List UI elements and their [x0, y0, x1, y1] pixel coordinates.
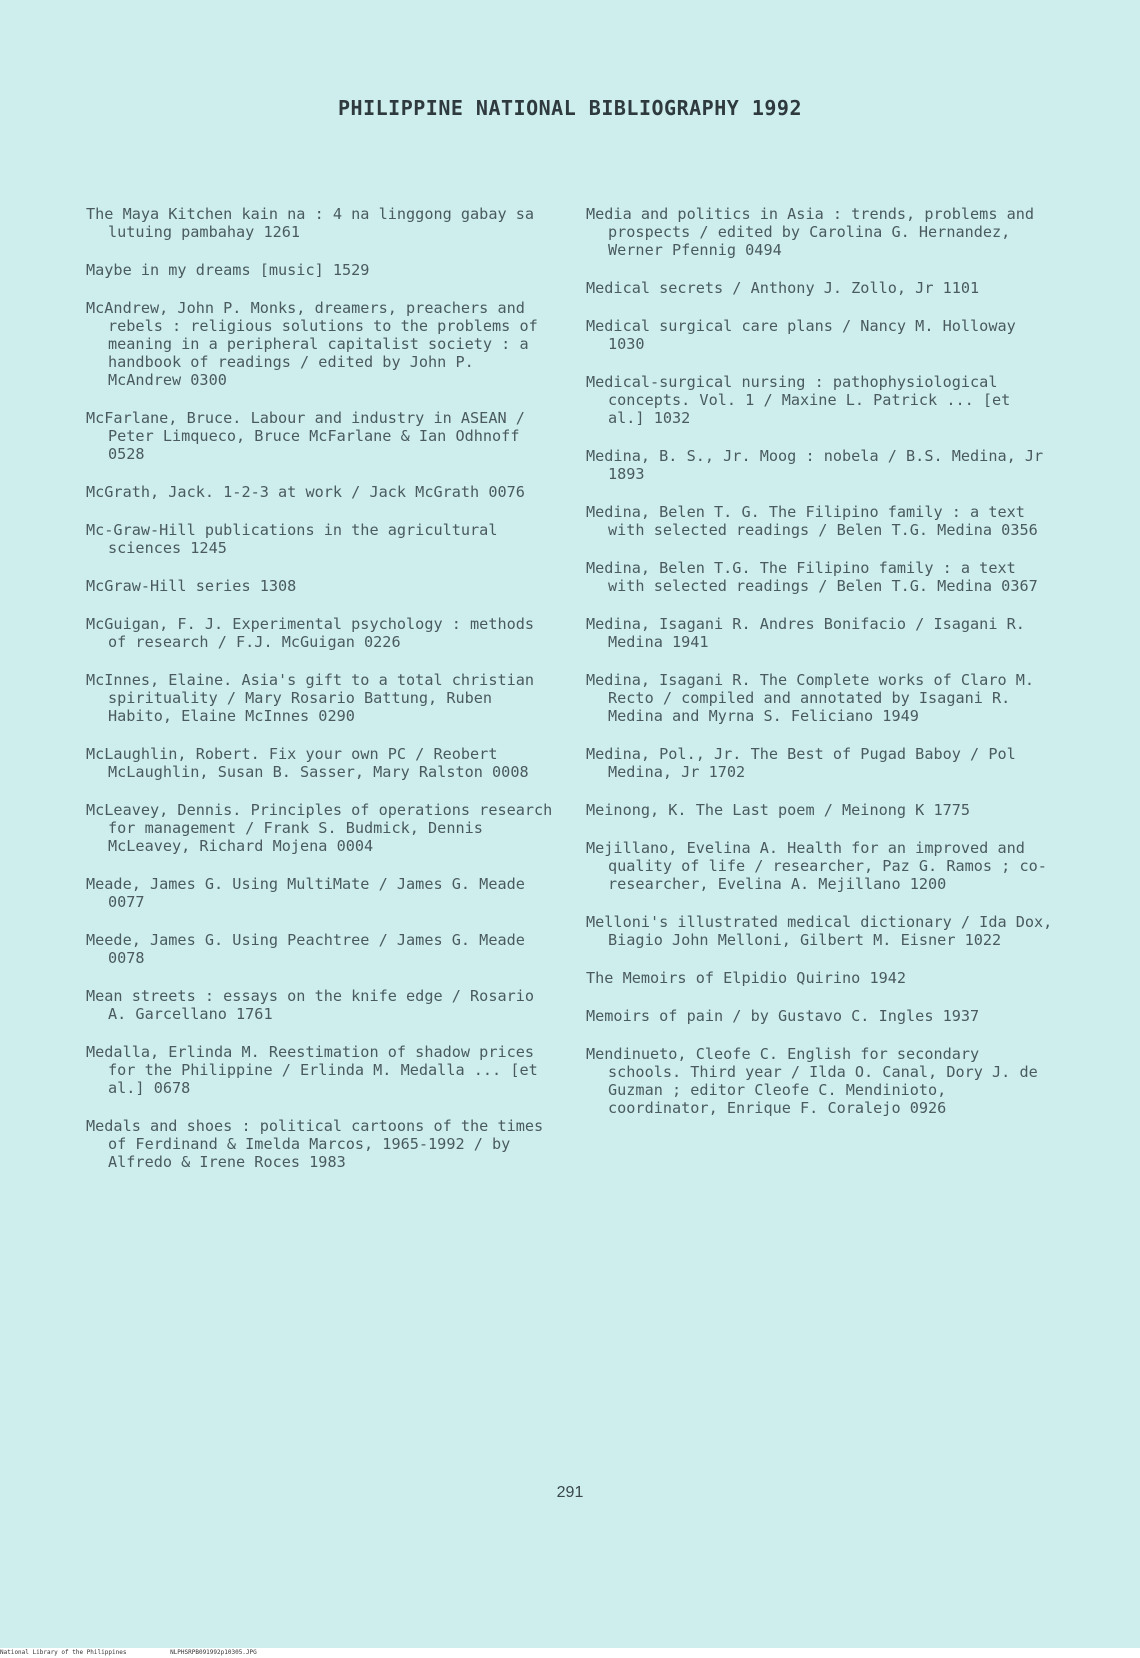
bibliography-entry: McGuigan, F. J. Experimental psychology : methods of research / F.J. McGuigan 0226	[86, 615, 535, 651]
bibliography-entry: Medical-surgical nursing : pathophysiological concepts. Vol. 1 / Maxine L. Patrick ... [et al.] 1032	[586, 373, 1011, 427]
bibliography-entry: Medina, B. S., Jr. Moog : nobela / B.S. Medina, Jr 1893	[586, 447, 1044, 483]
page-title: PHILIPPINE NATIONAL BIBLIOGRAPHY 1992	[337, 96, 803, 120]
bibliography-entry: Medalla, Erlinda M. Reestimation of shadow prices for the Philippine / Erlinda M. Medalla ... [et al.] 0678	[86, 1043, 538, 1097]
bibliography-entry: Meade, James G. Using MultiMate / James G. Meade 0077	[86, 875, 525, 911]
bibliography-entry: McLaughlin, Robert. Fix your own PC / Reobert McLaughlin, Susan B. Sasser, Mary Ralston 0008	[86, 745, 529, 781]
page-number: 291	[556, 1484, 584, 1501]
bibliography-entry: McAndrew, John P. Monks, dreamers, preachers and rebels : religious solutions to the problems of meaning in a peripheral capitalist society : a handbook of readings / edited by John P. McAndrew 0300	[86, 299, 538, 389]
bibliography-entry: McGrath, Jack. 1-2-3 at work / Jack McGrath 0076	[86, 483, 525, 501]
bibliography-entry: Medina, Pol., Jr. The Best of Pugad Baboy / Pol Medina, Jr 1702	[586, 745, 1016, 781]
bibliography-entry: McInnes, Elaine. Asia's gift to a total christian spirituality / Mary Rosario Battung, Ruben Habito, Elaine McInnes 0290	[86, 671, 535, 725]
bibliography-entry: McLeavey, Dennis. Principles of operations research for management / Frank S. Budmick, Dennis McLeavey, Richard Mojena 0004	[86, 801, 553, 855]
right-column	[586, 205, 1056, 1137]
bibliography-entry: Media and politics in Asia : trends, problems and prospects / edited by Carolina G. Hernandez, Werner Pfennig 0494	[586, 205, 1035, 259]
bibliography-entry: Memoirs of pain / by Gustavo C. Ingles 1937	[586, 1007, 980, 1025]
bibliography-entry: Medina, Isagani R. Andres Bonifacio / Isagani R. Medina 1941	[586, 615, 1025, 651]
bibliography-entry: The Maya Kitchen kain na : 4 na linggong gabay sa lutuing pambahay 1261	[86, 205, 535, 241]
bibliography-entry: Melloni's illustrated medical dictionary / Ida Dox, Biagio John Melloni, Gilbert M. Eisner 1022	[586, 913, 1053, 949]
bibliography-entry: Medina, Belen T.G. The Filipino family : a text with selected readings / Belen T.G. Medina 0367	[586, 559, 1038, 595]
bibliography-entry: Meede, James G. Using Peachtree / James G. Meade 0078	[86, 931, 525, 967]
bibliography-entry: McGraw-Hill series 1308	[86, 577, 297, 595]
bibliography-entry: Mejillano, Evelina A. Health for an improved and quality of life / researcher, Paz G. Ramos ; co-researcher, Evelina A. Mejillano 1200	[586, 839, 1047, 893]
scan-footer	[0, 1648, 1140, 1658]
bibliography-entry: Meinong, K. The Last poem / Meinong K 1775	[586, 801, 971, 819]
bibliography-entry: Medina, Isagani R. The Complete works of Claro M. Recto / compiled and annotated by Isagani R. Medina and Myrna S. Feliciano 1949	[586, 671, 1035, 725]
bibliography-entry: Mean streets : essays on the knife edge / Rosario A. Garcellano 1761	[86, 987, 535, 1023]
bibliography-entry: Medals and shoes : political cartoons of the times of Ferdinand & Imelda Marcos, 1965-1992 / by Alfredo & Irene Roces 1983	[86, 1117, 544, 1171]
library-credit: National Library of the Philippines	[0, 1649, 127, 1656]
bibliography-entry: Medical surgical care plans / Nancy M. Holloway 1030	[586, 317, 1016, 353]
bibliography-entry: Medina, Belen T. G. The Filipino family : a text with selected readings / Belen T.G. Medina 0356	[586, 503, 1038, 539]
bibliography-entry: McFarlane, Bruce. Labour and industry in ASEAN / Peter Limqueco, Bruce McFarlane & Ian Odhnoff 0528	[86, 409, 525, 463]
file-id: NLPHSRPB091992p10305.JPG	[170, 1649, 257, 1656]
left-column	[86, 205, 556, 1191]
bibliography-entry: The Memoirs of Elpidio Quirino 1942	[586, 969, 907, 987]
bibliography-entry: Maybe in my dreams [music] 1529	[86, 261, 370, 279]
bibliography-entry: Medical secrets / Anthony J. Zollo, Jr 1101	[586, 279, 980, 297]
bibliography-entry: Mc-Graw-Hill publications in the agricultural sciences 1245	[86, 521, 498, 557]
bibliography-entry: Mendinueto, Cleofe C. English for secondary schools. Third year / Ilda O. Canal, Dory J. de Guzman ; editor Cleofe C. Mendinioto, coordinator, Enrique F. Coralejo 0926	[586, 1045, 1038, 1117]
